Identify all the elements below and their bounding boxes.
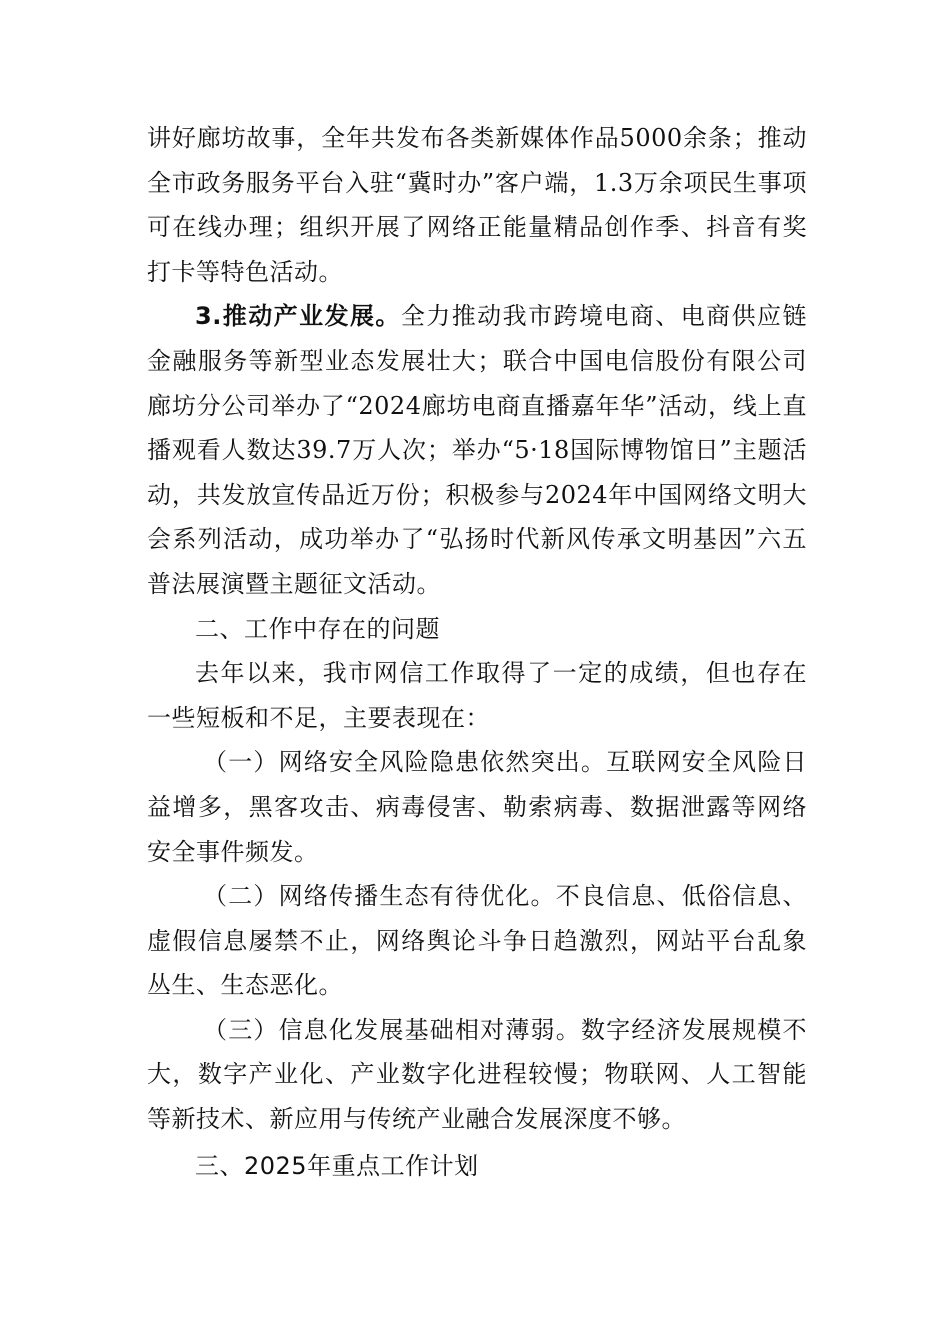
section-heading-2025-plan: 三、2025年重点工作计划 <box>195 1151 479 1180</box>
network-security-body: 互联网安全风险日益增多，黑客攻击、病毒侵害、勒索病毒、数据泄露等网络安全事件频发。 <box>147 748 808 866</box>
section-heading-problems: 二、工作中存在的问题 <box>195 614 440 643</box>
communication-ecology-title: （二）网络传播生态有待优化。 <box>203 882 556 911</box>
informatization-foundation-title: （三）信息化发展基础相对薄弱。 <box>203 1015 581 1044</box>
paragraph-industry-development <box>147 294 807 606</box>
paragraph-informatization-foundation <box>147 1008 807 1142</box>
informatization-foundation-body: 数字经济发展规模不大，数字产业化、产业数字化进程较慢；物联网、人工智能等新技术、新应用与传统产业融合发展深度不够。 <box>147 1015 808 1134</box>
industry-development-title: 3.推动产业发展。 <box>195 302 401 331</box>
paragraph-new-media: 讲好廊坊故事，全年共发布各类新媒体作品5000余条；推动全市政务服务平台入驻“冀时办”客户端，1.3万余项民生事项可在线办理；组织开展了网络正能量精品创作季、抖音有奖打卡等特色活动。 <box>147 124 807 286</box>
paragraph-problems-intro: 去年以来，我市网信工作取得了一定的成绩，但也存在一些短板和不足，主要表现在： <box>147 659 807 732</box>
communication-ecology-body: 不良信息、低俗信息、虚假信息屡禁不止，网络舆论斗争日趋激烈，网站平台乱象丛生、生态恶化。 <box>147 882 808 1000</box>
paragraph-communication-ecology <box>147 874 807 1008</box>
paragraph-network-security <box>147 740 807 874</box>
network-security-title: （一）网络安全风险隐患依然突出。 <box>203 748 607 777</box>
industry-development-body: 全力推动我市跨境电商、电商供应链金融服务等新型业态发展壮大；联合中国电信股份有限公司廊坊分公司举办了“2024廊坊电商直播嘉年华”活动，线上直播观看人数达39.7万人次；举办“5·18国际博物馆日”主题活动，共发放宣传品近万份；积极参与2024年中国网络文明大会系列活动，成功举办了“弘扬时代新风传承文明基因”六五普法展演暨主题征文活动。 <box>147 302 807 598</box>
document-page <box>147 116 807 1188</box>
